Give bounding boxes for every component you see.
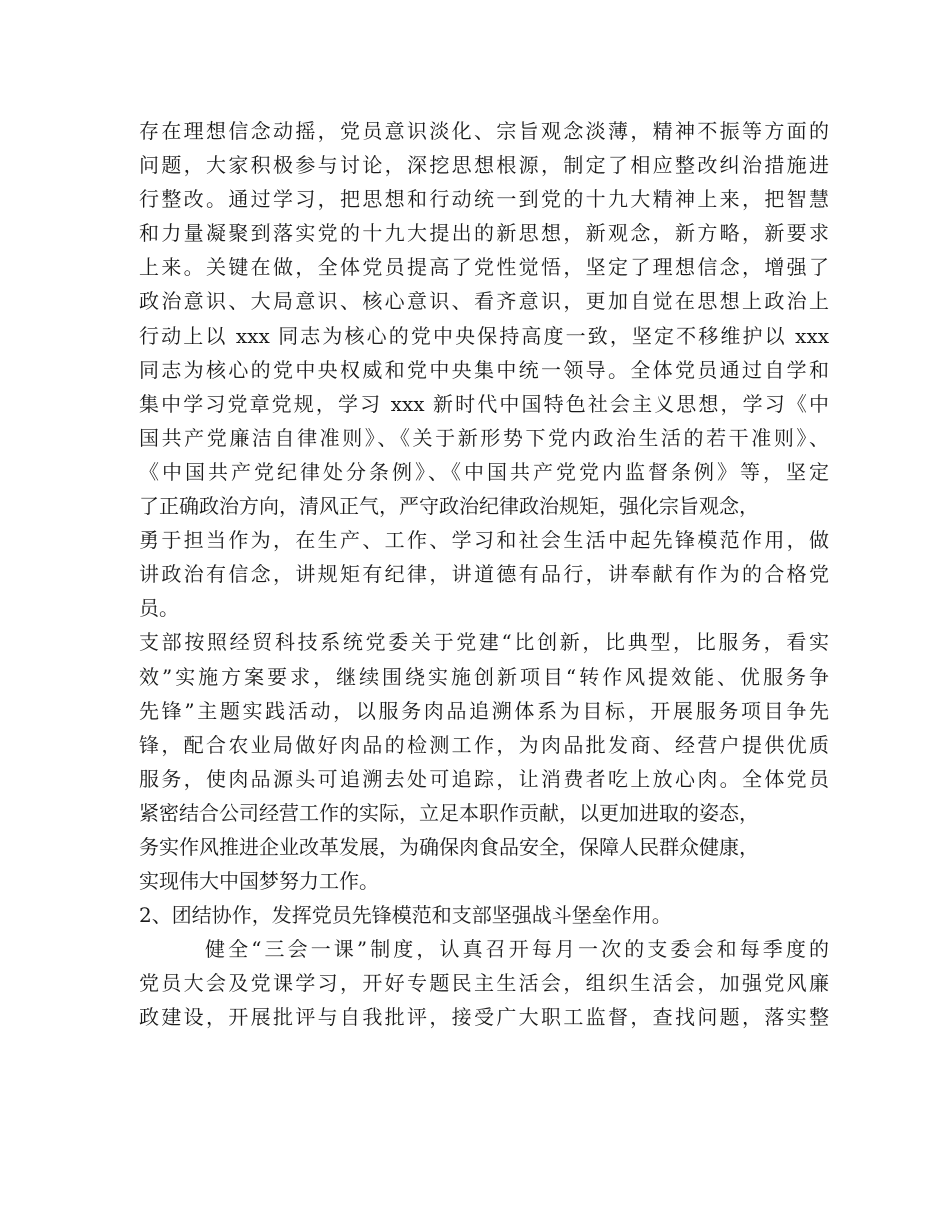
paragraph-branch-practice xyxy=(139,625,829,898)
text-line: 政治意识、大局意识、核心意识、看齐意识，更加自觉在思想上政治上 xyxy=(139,289,829,314)
text-line: 集中学习党章党规，学习 xxx 新时代中国特色社会主义思想，学习《中 xyxy=(139,391,829,416)
text-line: 党员大会及党课学习，开好专题民主生活会，组织生活会，加强党风廉 xyxy=(139,971,829,996)
text-line: 勇于担当作为，在生产、工作、学习和社会生活中起先锋模范作用，做 xyxy=(139,528,829,553)
text-line: 实现伟大中国梦努力工作。 xyxy=(139,869,379,894)
text-line: 存在理想信念动摇，党员意识淡化、宗旨观念淡薄，精神不振等方面的 xyxy=(139,119,829,143)
text-line: 《中国共产党纪律处分条例》、《中国共产党党内监督条例》等，坚定 xyxy=(139,459,829,484)
text-line: 员。 xyxy=(139,596,179,621)
text-line: 先锋”主题实践活动，以服务肉品追溯体系为目标，开展服务项目争先 xyxy=(139,698,829,723)
text-line: 和力量凝聚到落实党的十九大提出的新思想，新观念，新方略，新要求 xyxy=(139,221,829,246)
text-line: 紧密结合公司经营工作的实际，立足本职作贡献，以更加进取的姿态， xyxy=(139,800,759,825)
text-line: 了正确政治方向，清风正气，严守政治纪律政治规矩，强化宗旨观念， xyxy=(139,494,759,519)
text-line: 国共产党廉洁自律准则》、《关于新形势下党内政治生活的若干准则》、 xyxy=(139,425,829,450)
paragraph-three-meetings xyxy=(139,932,829,1034)
section-heading xyxy=(139,898,829,932)
text-line: 上来。关键在做，全体党员提高了党性觉悟，坚定了理想信念，增强了 xyxy=(139,255,829,280)
text-line: 健全“三会一课”制度，认真召开每月一次的支委会和每季度的 xyxy=(205,937,829,962)
text-line: 行整改。通过学习，把思想和行动统一到党的十九大精神上来，把智慧 xyxy=(139,187,829,212)
text-line: 行动上以 xxx 同志为核心的党中央保持高度一致，坚定不移维护以 xxx xyxy=(139,323,829,348)
heading-line: 2、团结协作，发挥党员先锋模范和支部坚强战斗堡垒作用。 xyxy=(139,903,672,928)
text-line: 支部按照经贸科技系统党委关于党建“比创新，比典型，比服务，看实 xyxy=(139,630,829,655)
text-line: 问题，大家积极参与讨论，深挖思想根源，制定了相应整改纠治措施进 xyxy=(139,153,829,178)
paragraph-party-study xyxy=(139,114,829,625)
text-line: 锋，配合农业局做好肉品的检测工作，为肉品批发商、经营户提供优质 xyxy=(139,732,829,757)
document-body xyxy=(139,114,829,1035)
text-line: 效”实施方案要求，继续围绕实施创新项目“转作风提效能、优服务争 xyxy=(139,664,829,689)
text-line: 政建设，开展批评与自我批评，接受广大职工监督，查找问题，落实整 xyxy=(139,1005,829,1030)
text-line: 同志为核心的党中央权威和党中央集中统一领导。全体党员通过自学和 xyxy=(139,357,829,382)
text-line: 务实作风推进企业改革发展，为确保肉食品安全，保障人民群众健康， xyxy=(139,834,759,859)
text-line: 服务，使肉品源头可追溯去处可追踪，让消费者吃上放心肉。全体党员 xyxy=(139,766,829,791)
text-line: 讲政治有信念，讲规矩有纪律，讲道德有品行，讲奉献有作为的合格党 xyxy=(139,562,829,587)
